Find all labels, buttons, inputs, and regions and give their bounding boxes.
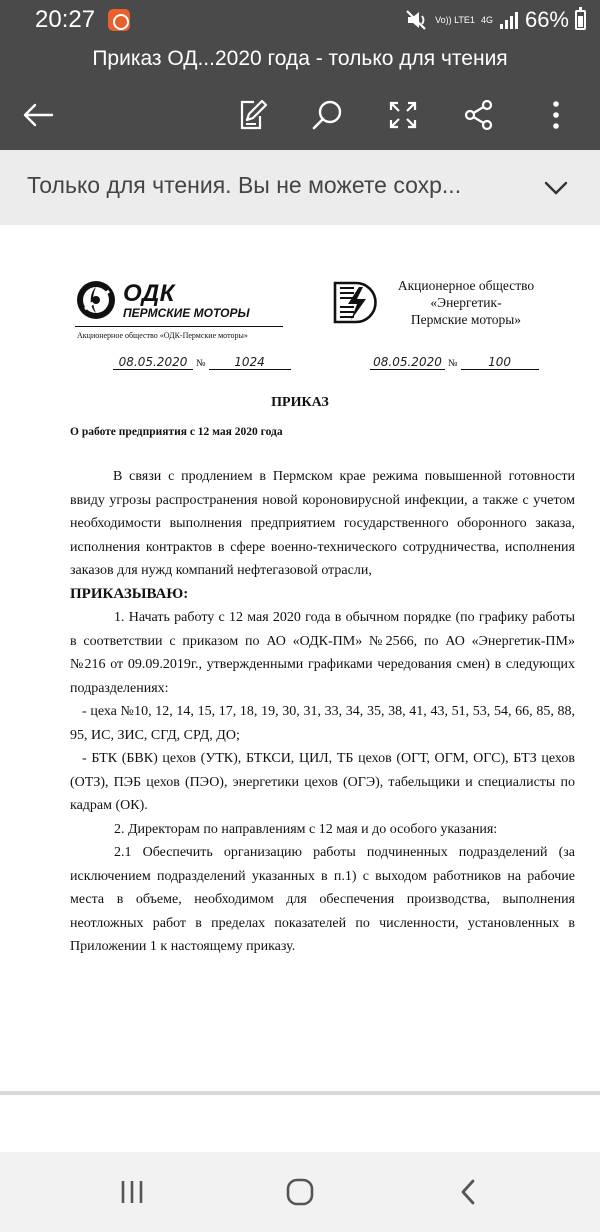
network-4g-indicator: 4G <box>480 15 493 25</box>
document-page[interactable] <box>0 225 600 1091</box>
order-item-1-workshops: - цеха №10, 12, 14, 15, 17, 18, 19, 30, 31, 33, 34, 35, 38, 41, 43, 51, 53, 54, 66, 85, 88, 95, ИС, ЗИС, СГД, СРД, ДО; <box>70 704 575 743</box>
energetik-name-line-3: Пермские моторы» <box>410 312 522 327</box>
status-icons <box>405 6 586 34</box>
home-button[interactable] <box>278 1172 322 1212</box>
share-icon <box>463 99 495 131</box>
odk-logo-subtitle: ПЕРМСКИЕ МОТОРЫ <box>123 306 250 320</box>
edit-document-icon <box>236 99 268 131</box>
back-arrow-icon <box>22 102 54 128</box>
odk-date-number <box>113 354 291 370</box>
number-sign: № <box>448 358 458 369</box>
order-item-2-1: 2.1 Обеспечить организацию работы подчиненных подразделений (за исключением подразделений указанных в п.1) с выходом работников на рабочие места в объеме, необходимом для обеспечения производства, выполнения неотложных работ в пределах показателей по численности, установленных в Приложении 1 к настоящему приказу. <box>70 845 575 954</box>
energetik-date-number <box>370 354 539 370</box>
mute-icon <box>405 9 429 31</box>
document-page-2[interactable] <box>0 1095 600 1152</box>
volte-indicator: Vo)) LTE1 <box>435 15 475 25</box>
home-icon <box>285 1177 315 1207</box>
energetik-company-name <box>386 277 546 328</box>
order-heading: ПРИКАЗ <box>271 395 329 410</box>
search-button[interactable] <box>305 93 349 137</box>
order-directive: ПРИКАЗЫВАЮ: <box>70 585 189 602</box>
system-navigation-bar <box>0 1152 600 1232</box>
back-button[interactable] <box>16 93 60 137</box>
nav-back-button[interactable] <box>446 1172 490 1212</box>
chevron-down-icon[interactable] <box>542 174 570 202</box>
recent-apps-icon <box>118 1179 146 1205</box>
odk-order-date: 08.05.2020 <box>113 355 193 370</box>
order-subject: О работе предприятия с 12 мая 2020 года <box>70 426 283 438</box>
more-vert-icon <box>551 100 561 130</box>
order-item-2: 2. Директорам по направлениям с 12 мая и до особого указания: <box>114 821 498 837</box>
odk-logo-divider <box>75 326 283 327</box>
energetik-name-line-2: «Энергетик- <box>430 295 502 310</box>
energetik-order-number: 100 <box>461 355 539 370</box>
odk-logo-name: ОДК <box>123 280 175 307</box>
odk-order-number: 1024 <box>209 355 291 370</box>
share-button[interactable] <box>457 93 501 137</box>
read-only-banner[interactable] <box>0 150 600 225</box>
edit-button[interactable] <box>230 93 274 137</box>
read-only-message: Только для чтения. Вы не можете сохр... <box>27 172 462 198</box>
odk-emblem-icon <box>75 279 117 321</box>
battery-icon <box>575 10 586 30</box>
top-toolbar <box>0 80 600 150</box>
back-icon <box>458 1178 478 1206</box>
energetik-emblem-icon <box>332 280 377 325</box>
search-icon <box>311 99 343 131</box>
order-body <box>70 465 575 959</box>
app-notification-icon <box>108 9 130 31</box>
battery-percent: 66% <box>524 7 569 32</box>
status-time: 20:27 <box>35 6 96 33</box>
odk-logo-caption: Акционерное общество «ОДК-Пермские моторы» <box>77 331 248 340</box>
fullscreen-icon <box>388 100 418 130</box>
order-item-1: 1. Начать работу с 12 мая 2020 года в обычном порядке (по графику работы в соответствии с приказом по АО «ОДК-ПМ» №2566, по АО «Энергетик-ПМ» №216 от 09.09.2019г., утвержденными графиками чередования смен) в следующих подразделениях: <box>70 610 575 696</box>
energetik-order-date: 08.05.2020 <box>370 355 445 370</box>
odk-logo <box>75 277 285 347</box>
order-item-1-departments: - БТК (БВК) цехов (УТК), БТКСИ, ЦИЛ, ТБ цехов (ОГТ, ОГМ, ОГС), БТЗ цехов (ОТЗ), ПЭБ цехов (ПЭО), энергетики цехов (ОГЭ), табельщики и специалисты по кадрам (ОК). <box>70 751 575 813</box>
document-title: Приказ ОД...2020 года - только для чтения <box>0 40 600 80</box>
status-bar <box>0 0 600 40</box>
more-options-button[interactable] <box>534 93 578 137</box>
fullscreen-button[interactable] <box>381 93 425 137</box>
intro-paragraph: В связи с продлением в Пермском крае режима повышенной готовности ввиду угрозы распространения новой короновирусной инфекции, а также с учетом необходимости выполнения предприятием государственного оборонного заказа, исполнения контрактов в сфере военно-технического сотрудничества, исполнения заказов для нужд компаний нефтегазовой отрасли, <box>70 469 575 578</box>
energetik-name-line-1: Акционерное общество <box>397 278 535 293</box>
recent-apps-button[interactable] <box>110 1172 154 1212</box>
signal-icon <box>499 10 519 30</box>
number-sign: № <box>196 358 206 369</box>
